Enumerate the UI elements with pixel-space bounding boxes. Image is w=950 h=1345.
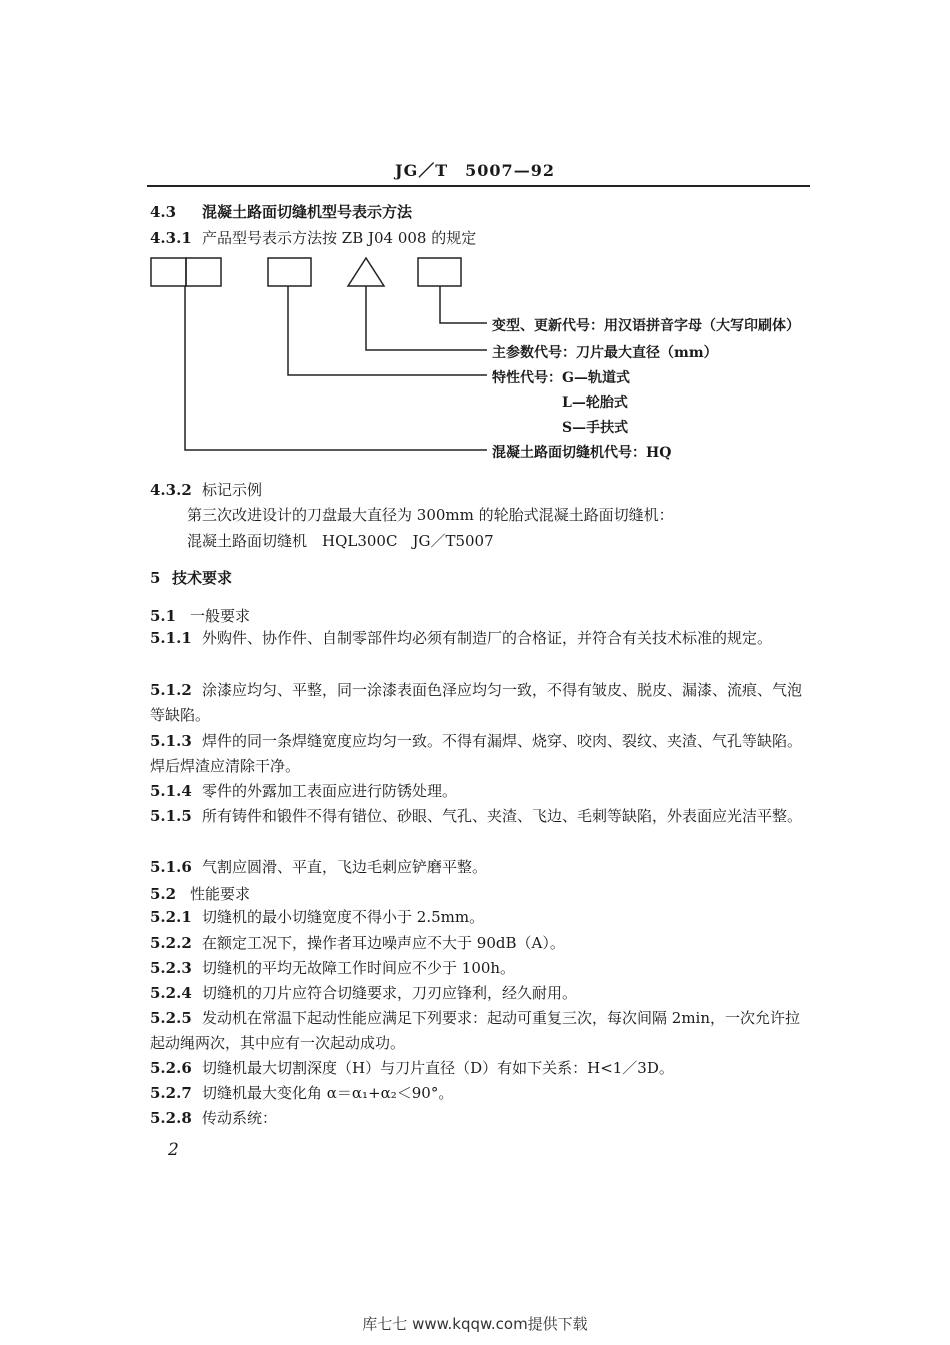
section-5-heading — [150, 567, 232, 588]
clause-5-2-1 — [150, 905, 810, 930]
clause-number: 5.1.3 — [150, 732, 192, 750]
triangle-main-param — [348, 258, 384, 286]
clause-number: 5.1.2 — [150, 681, 192, 699]
leader-variant — [440, 286, 487, 323]
clause-text: 切缝机的最小切缝宽度不得小于 2.5mm。 — [202, 908, 485, 926]
clause-number: 5.2.2 — [150, 934, 192, 952]
section-text: 产品型号表示方法按 ZB J04 008 的规定 — [202, 229, 477, 247]
clause-text: 切缝机的刀片应符合切缝要求，刀刃应锋利，经久耐用。 — [202, 984, 578, 1002]
clause-text: 切缝机最大切割深度（H）与刀片直径（D）有如下关系：H<1／3D。 — [202, 1059, 674, 1077]
clause-5-1-4 — [150, 779, 810, 804]
clause-5-1-5 — [150, 804, 810, 829]
section-5-2-heading — [150, 883, 250, 904]
section-title: 混凝土路面切缝机型号表示方法 — [202, 203, 413, 221]
code-box-variant — [418, 258, 461, 286]
clause-text: 外购件、协作件、自制零部件均必须有制造厂的合格证，并符合有关技术标准的规定。 — [202, 629, 773, 647]
leader-code — [185, 286, 487, 450]
clause-number: 5.2.3 — [150, 959, 192, 977]
section-4-3-2-heading — [150, 479, 262, 500]
section-title: 技术要求 — [172, 569, 233, 587]
clause-5-2-5 — [150, 1006, 810, 1056]
label-main-param: 主参数代号：刀片最大直径（mm） — [492, 345, 718, 361]
section-number: 4.3.2 — [150, 481, 192, 499]
clause-number: 5.1.5 — [150, 807, 192, 825]
clause-text: 零件的外露加工表面应进行防锈处理。 — [202, 782, 458, 800]
clause-5-1-1 — [150, 626, 810, 651]
clause-text: 传动系统： — [202, 1109, 278, 1127]
clause-5-1-3 — [150, 729, 810, 779]
clause-number: 5.2.4 — [150, 984, 192, 1002]
clause-number: 5.1.1 — [150, 629, 192, 647]
clause-5-2-7 — [150, 1081, 810, 1106]
clause-number: 5.2.8 — [150, 1109, 192, 1127]
clause-number: 5.1.4 — [150, 782, 192, 800]
label-machine-code: 混凝土路面切缝机代号：HQ — [492, 445, 672, 461]
section-number: 4.3.1 — [150, 229, 192, 247]
clause-text: 发动机在常温下起动性能应满足下列要求：起动可重复三次，每次间隔 2min，一次允许拉起动绳两次，其中应有一次起动成功。 — [150, 1009, 800, 1052]
clause-text: 涂漆应均匀、平整，同一涂漆表面色泽应均匀一致，不得有皱皮、脱皮、漏漆、流痕、气泡等缺陷。 — [150, 681, 803, 724]
clause-text: 切缝机的平均无故障工作时间应不少于 100h。 — [202, 959, 516, 977]
section-number: 5.1 — [150, 607, 177, 625]
leader-feature — [288, 286, 487, 375]
clause-number: 5.2.1 — [150, 908, 192, 926]
clause-5-2-4 — [150, 981, 810, 1006]
section-5-1-heading — [150, 605, 250, 626]
clause-text: 切缝机最大变化角 α＝α₁+α₂＜90°。 — [202, 1084, 454, 1102]
section-number: 5 — [150, 569, 161, 587]
clause-5-1-2 — [150, 678, 810, 728]
document-header: JG／T 5007—92 — [395, 161, 555, 180]
clause-5-2-2 — [150, 931, 810, 956]
download-footer: 库七七 www.kqqw.com提供下载 — [362, 1315, 588, 1333]
section-title: 标记示例 — [202, 481, 263, 499]
label-feature: 特性代号：G—轨道式 — [492, 370, 630, 386]
clause-number: 5.2.6 — [150, 1059, 192, 1077]
clause-5-2-8 — [150, 1106, 810, 1131]
code-box-2 — [186, 258, 221, 286]
clause-number: 5.2.5 — [150, 1009, 192, 1027]
clause-number: 5.2.7 — [150, 1084, 192, 1102]
clause-text: 气割应圆滑、平直，飞边毛刺应铲磨平整。 — [202, 858, 488, 876]
code-box-feature — [268, 258, 311, 286]
clause-5-2-3 — [150, 956, 810, 981]
clause-5-1-6 — [150, 855, 810, 880]
section-title: 性能要求 — [190, 885, 251, 903]
model-code-diagram — [0, 0, 950, 470]
section-number: 4.3 — [150, 203, 177, 221]
clause-text: 所有铸件和锻件不得有错位、砂眼、气孔、夹渣、飞边、毛刺等缺陷，外表面应光洁平整。 — [202, 807, 803, 825]
clause-5-2-6 — [150, 1056, 810, 1081]
label-variant: 变型、更新代号：用汉语拼音字母（大写印刷体） — [492, 318, 800, 334]
code-box-1 — [151, 258, 186, 286]
marking-example-line-1: 第三次改进设计的刀盘最大直径为 300mm 的轮胎式混凝土路面切缝机： — [187, 506, 674, 524]
section-number: 5.2 — [150, 885, 177, 903]
marking-example-line-2: 混凝土路面切缝机 HQL300C JG／T5007 — [187, 532, 494, 550]
clause-text: 在额定工况下，操作者耳边噪声应不大于 90dB（A）。 — [202, 934, 565, 952]
label-hand: S—手扶式 — [562, 420, 629, 436]
label-tire: L—轮胎式 — [562, 395, 628, 411]
clause-text: 焊件的同一条焊缝宽度应均匀一致。不得有漏焊、烧穿、咬肉、裂纹、夹渣、气孔等缺陷。焊后焊渣应清除干净。 — [150, 732, 803, 775]
page-number: 2 — [168, 1140, 179, 1160]
section-title: 一般要求 — [190, 607, 251, 625]
leader-main — [366, 286, 487, 350]
clause-number: 5.1.6 — [150, 858, 192, 876]
